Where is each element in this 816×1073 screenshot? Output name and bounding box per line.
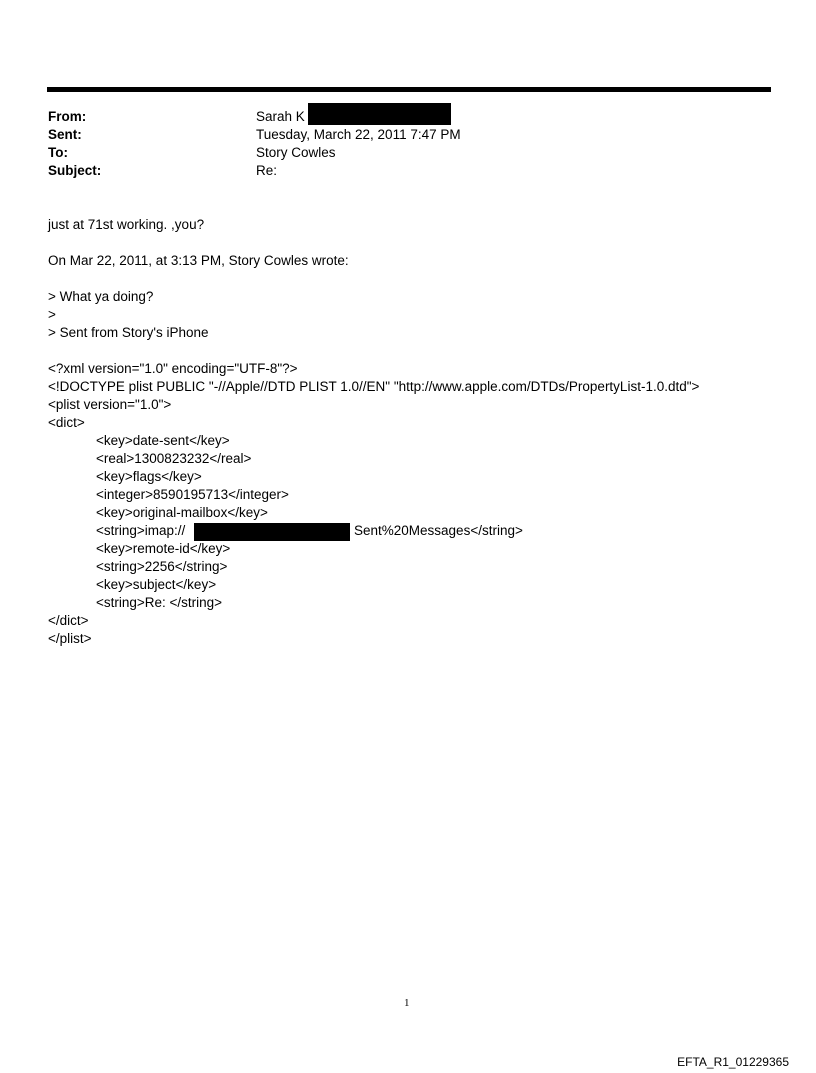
plist-entry: <key>flags</key> [96, 469, 202, 484]
quoted-line: > What ya doing? [48, 289, 154, 304]
to-value: Story Cowles [256, 145, 336, 160]
subject-value: Re: [256, 163, 278, 178]
imap-suffix: Sent%20Messages</string> [354, 523, 523, 538]
from-value: Sarah K [256, 109, 305, 124]
plist-entry: <key>date-sent</key> [96, 433, 230, 448]
from-label: From: [48, 109, 87, 124]
redaction-box [308, 103, 451, 125]
quoted-line: > [48, 307, 56, 322]
quoted-line: > Sent from Story's iPhone [48, 325, 209, 340]
redaction-box [194, 523, 350, 541]
bates-number: EFTA_R1_01229365 [677, 1055, 789, 1069]
dict-close-tag: </dict> [48, 613, 89, 628]
dict-open-tag: <dict> [48, 415, 85, 430]
plist-entry: <real>1300823232</real> [96, 451, 252, 466]
plist-entry: <key>original-mailbox</key> [96, 505, 268, 520]
plist-entry: <string>2256</string> [96, 559, 228, 574]
plist-entry: <integer>8590195713</integer> [96, 487, 289, 502]
subject-label: Subject: [48, 163, 102, 178]
quote-intro: On Mar 22, 2011, at 3:13 PM, Story Cowles wrote: [48, 253, 349, 268]
imap-prefix: <string>imap:// [96, 523, 186, 538]
to-label: To: [48, 145, 68, 160]
header-rule [47, 87, 771, 92]
page-number: 1 [404, 997, 410, 1009]
plist-open-tag: <plist version="1.0"> [48, 397, 172, 412]
sent-label: Sent: [48, 127, 82, 142]
plist-imap-entry [96, 522, 523, 540]
plist-entry: <string>Re: </string> [96, 595, 223, 610]
plist-entry: <key>subject</key> [96, 577, 217, 592]
reply-text: just at 71st working. ,you? [48, 217, 205, 232]
sent-value: Tuesday, March 22, 2011 7:47 PM [256, 127, 461, 142]
plist-entry: <key>remote-id</key> [96, 541, 231, 556]
plist-doctype: <!DOCTYPE plist PUBLIC "-//Apple//DTD PLIST 1.0//EN" "http://www.apple.com/DTDs/PropertyList-1.0.dtd"> [48, 379, 700, 394]
plist-close-tag: </plist> [48, 631, 92, 646]
plist-xml-declaration: <?xml version="1.0" encoding="UTF-8"?> [48, 361, 298, 376]
